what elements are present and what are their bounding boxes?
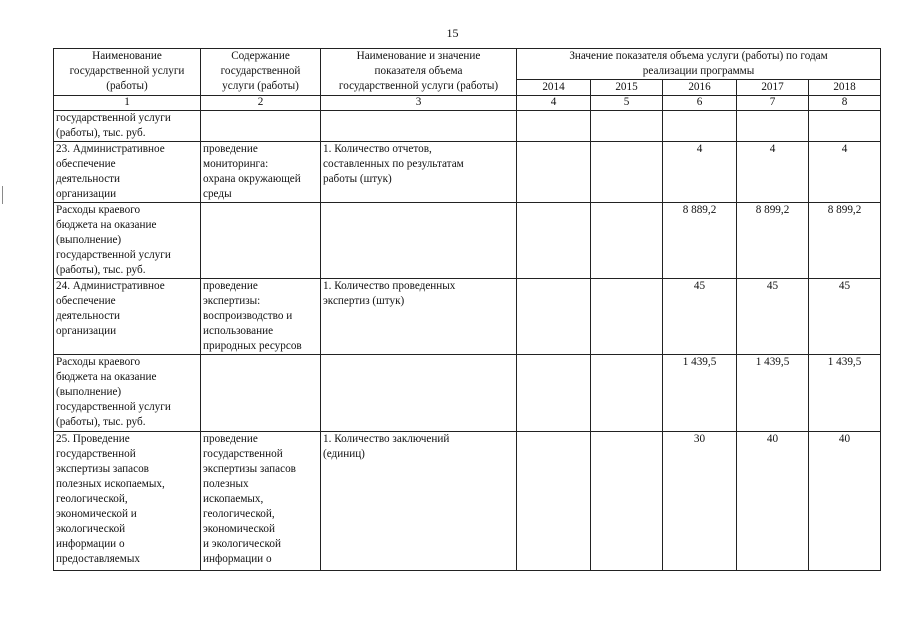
row-value-2018: 1 439,5 (809, 355, 881, 432)
row-value-2018 (809, 111, 881, 142)
row-value-2016: 8 889,2 (663, 203, 737, 279)
header-values-by-year: Значение показателя объема услуги (работы) по годам реализации программы (517, 49, 881, 80)
row-value-2017: 4 (737, 142, 809, 203)
row-value-2014 (517, 142, 591, 203)
row-value-2015 (591, 355, 663, 432)
row-value-2015 (591, 203, 663, 279)
scan-edge-mark (2, 186, 3, 204)
column-number: 6 (663, 96, 737, 111)
header-indicator: Наименование и значение показателя объема государственной услуги (работы) (321, 49, 517, 96)
header-row (54, 49, 881, 80)
row-indicator: 1. Количество заключений (единиц) (321, 432, 517, 571)
header-year: 2015 (591, 80, 663, 96)
row-service-content: проведение экспертизы: воспроизводство и использование природных ресурсов (201, 279, 321, 355)
row-service-content: проведение мониторинга: охрана окружающей среды (201, 142, 321, 203)
row-value-2016: 4 (663, 142, 737, 203)
row-value-2016: 30 (663, 432, 737, 571)
row-indicator: 1. Количество отчетов, составленных по результатам работы (штук) (321, 142, 517, 203)
column-number: 8 (809, 96, 881, 111)
row-service-name: государственной услуги (работы), тыс. руб. (54, 111, 201, 142)
row-indicator (321, 203, 517, 279)
page-number: 15 (446, 26, 459, 40)
row-service-name: 25. Проведение государственной экспертизы запасов полезных ископаемых, геологической, экономической и экологической информации о предоставляемых (54, 432, 201, 571)
row-value-2014 (517, 432, 591, 571)
table-row (54, 279, 881, 355)
row-value-2018: 45 (809, 279, 881, 355)
service-volume-table (53, 48, 881, 571)
table-row (54, 142, 881, 203)
row-indicator: 1. Количество проведенных экспертиз (штук) (321, 279, 517, 355)
row-value-2016: 45 (663, 279, 737, 355)
row-value-2018: 8 899,2 (809, 203, 881, 279)
row-value-2014 (517, 279, 591, 355)
header-year: 2014 (517, 80, 591, 96)
row-value-2016: 1 439,5 (663, 355, 737, 432)
row-service-content (201, 355, 321, 432)
row-service-name: Расходы краевого бюджета на оказание (выполнение) государственной услуги (работы), тыс. руб. (54, 203, 201, 279)
column-number: 2 (201, 96, 321, 111)
table-row (54, 111, 881, 142)
row-value-2014 (517, 111, 591, 142)
row-value-2014 (517, 203, 591, 279)
row-service-content: проведение государственной экспертизы запасов полезных ископаемых, геологической, экономической и экологической информации о (201, 432, 321, 571)
row-service-name: 24. Административное обеспечение деятельности организации (54, 279, 201, 355)
row-value-2018: 4 (809, 142, 881, 203)
row-indicator (321, 355, 517, 432)
row-value-2017 (737, 111, 809, 142)
header-year: 2016 (663, 80, 737, 96)
row-indicator (321, 111, 517, 142)
row-value-2015 (591, 111, 663, 142)
column-numbers-row (54, 96, 881, 111)
table-row (54, 203, 881, 279)
row-value-2017: 1 439,5 (737, 355, 809, 432)
row-value-2017: 8 899,2 (737, 203, 809, 279)
table-row (54, 355, 881, 432)
row-value-2017: 45 (737, 279, 809, 355)
header-service-name: Наименование государственной услуги (работы) (54, 49, 201, 96)
header-service-content: Содержание государственной услуги (работы) (201, 49, 321, 96)
row-value-2016 (663, 111, 737, 142)
row-value-2015 (591, 142, 663, 203)
row-service-name: Расходы краевого бюджета на оказание (выполнение) государственной услуги (работы), тыс. руб. (54, 355, 201, 432)
header-year: 2017 (737, 80, 809, 96)
column-number: 4 (517, 96, 591, 111)
row-service-content (201, 203, 321, 279)
row-value-2018: 40 (809, 432, 881, 571)
row-value-2014 (517, 355, 591, 432)
column-number: 5 (591, 96, 663, 111)
header-year: 2018 (809, 80, 881, 96)
row-service-content (201, 111, 321, 142)
row-value-2017: 40 (737, 432, 809, 571)
row-value-2015 (591, 432, 663, 571)
column-number: 3 (321, 96, 517, 111)
column-number: 1 (54, 96, 201, 111)
row-service-name: 23. Административное обеспечение деятельности организации (54, 142, 201, 203)
column-number: 7 (737, 96, 809, 111)
table-row (54, 432, 881, 571)
row-value-2015 (591, 279, 663, 355)
